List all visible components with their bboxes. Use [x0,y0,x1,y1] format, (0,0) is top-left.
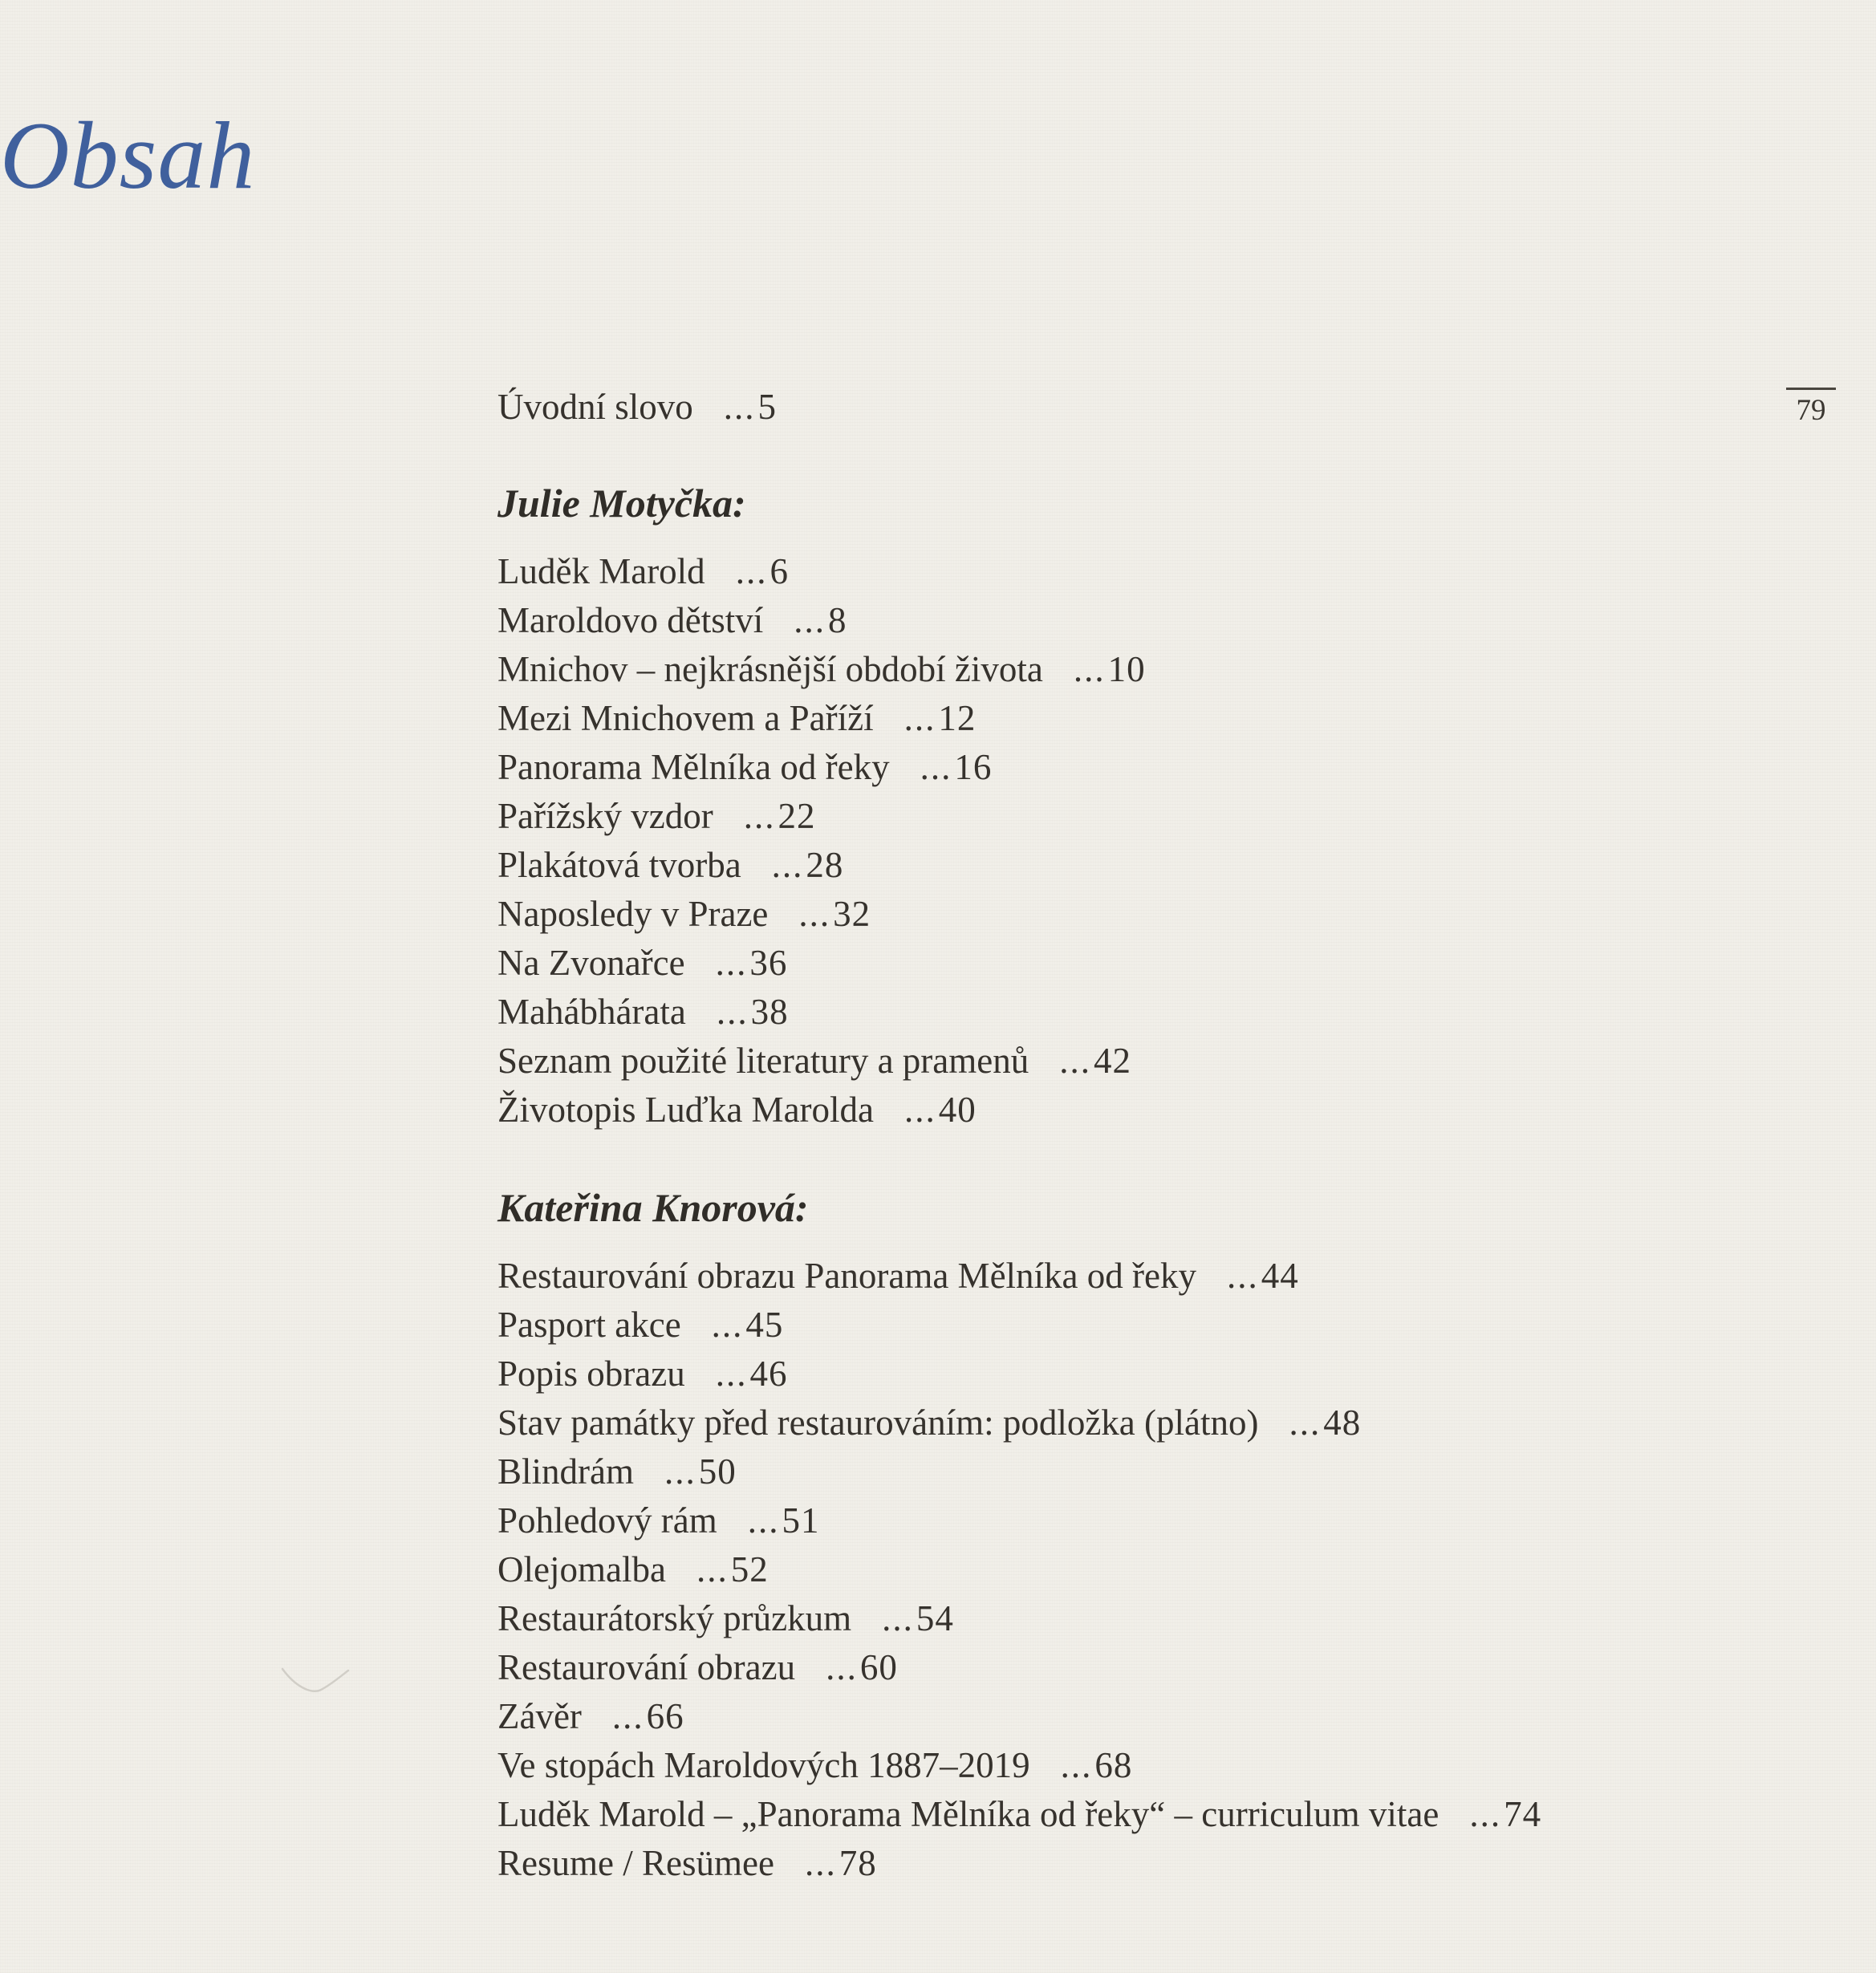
toc-leader-dots: ... [1060,1745,1093,1785]
toc-entry-page-ref [724,387,777,427]
toc-entry-page-ref [772,845,844,885]
toc-leader-dots: ... [743,796,776,836]
toc-entry-label: Na Zvonařce [497,943,685,983]
toc-entry-label: Restaurování obrazu Panorama Mělníka od řeky [497,1256,1196,1296]
toc-entry-page-number: 60 [859,1647,898,1687]
toc-entry-page-number: 36 [749,943,788,983]
toc-entry [497,1545,1780,1594]
toc-entry-label: Životopis Luďka Marolda [497,1090,875,1130]
toc-leader-dots: ... [723,387,756,427]
toc-entry-page-ref [1061,1745,1133,1785]
toc-leader-dots: ... [903,698,936,738]
toc-entry-page-ref [1074,649,1146,689]
toc-leader-dots: ... [794,600,826,640]
toc-entry [497,1594,1780,1643]
toc-entry [497,890,1780,939]
toc-entry-page-number: 32 [833,894,871,934]
toc-entry-label: Pařížský vzdor [497,796,713,836]
toc-entry [497,1447,1780,1496]
toc-leader-dots: ... [882,1598,914,1638]
toc-entry [497,1790,1780,1839]
toc-entry [497,1252,1780,1301]
toc-entry [497,1399,1780,1447]
toc-leader-dots: ... [826,1647,858,1687]
toc-entry [497,743,1780,792]
toc-entry [497,1350,1780,1399]
toc-leader-dots: ... [735,551,768,591]
toc-entry-page-number: 66 [646,1696,684,1736]
toc-leader-dots: ... [798,894,831,934]
toc-entry [497,1839,1780,1888]
toc-entry-page-ref [882,1598,954,1638]
toc-leader-dots: ... [771,845,804,885]
toc-leader-dots: ... [611,1696,644,1736]
toc-leader-dots: ... [904,1090,936,1130]
toc-section [497,383,1780,432]
toc-entry-page-number: 12 [938,698,977,738]
toc-entry-page-ref [1059,1041,1131,1081]
toc-leader-dots: ... [747,1500,780,1541]
toc-entry-label: Panorama Mělníka od řeky [497,747,890,787]
toc-entry-page-number: 42 [1093,1041,1131,1081]
toc-leader-dots: ... [804,1843,837,1883]
toc-entry [497,645,1780,694]
toc-entry-label: Restaurátorský průzkum [497,1598,852,1638]
toc-entry-page-ref [904,698,977,738]
toc-entry-page-number: 22 [778,796,816,836]
toc-entry-page-number: 8 [827,600,847,640]
toc-leader-dots: ... [1469,1794,1502,1834]
toc-entry-page-number: 5 [757,387,778,427]
toc-entry-page-number: 78 [839,1843,877,1883]
toc-entry [497,1643,1780,1692]
toc-entry-page-ref [712,1305,784,1345]
toc-entry-page-number: 38 [750,992,789,1032]
toc-entry-page-ref [1289,1403,1361,1443]
toc-leader-dots: ... [920,747,952,787]
toc-leader-dots: ... [664,1451,696,1492]
toc-entry-page-number: 54 [916,1598,954,1638]
toc-entry-page-number: 10 [1107,649,1146,689]
toc-entry-page-number: 50 [698,1451,737,1492]
toc-entry [497,792,1780,841]
toc-entry-label: Seznam použité literatury a pramenů [497,1041,1029,1081]
toc-entry-label: Resume / Resümee [497,1843,774,1883]
page-title: Obsah [0,102,256,209]
scan-artifact-mark [279,1662,351,1703]
toc-entry [497,1741,1780,1790]
toc-entry-page-number: 40 [938,1090,977,1130]
toc-entry [497,694,1780,743]
toc-entry-page-ref [794,600,847,640]
toc-entry-list [497,1252,1780,1888]
toc-entry [497,547,1780,596]
toc-entry-label: Luděk Marold – „Panorama Mělníka od řeky“ – curriculum vitae [497,1794,1439,1834]
toc-entry-label: Blindrám [497,1451,634,1492]
toc-entry-page-ref [904,1090,977,1130]
toc-sections [497,383,1780,1888]
toc-entry-page-ref [1469,1794,1541,1834]
toc-entry [497,939,1780,988]
toc-entry-page-ref [736,551,789,591]
toc-entry-page-number: 68 [1094,1745,1133,1785]
toc-entry-label: Stav památky před restaurováním: podložka (plátno) [497,1403,1259,1443]
toc-entry-page-ref [716,1354,788,1394]
toc-entry [497,1037,1780,1086]
toc-leader-dots: ... [715,1354,748,1394]
toc-entry-page-number: 45 [745,1305,784,1345]
toc-leader-dots: ... [715,943,748,983]
toc-entry-page-number: 74 [1504,1794,1542,1834]
toc-leader-dots: ... [1059,1041,1091,1081]
toc-entry-page-ref [1227,1256,1299,1296]
toc-entry-page-ref [798,894,871,934]
toc-entry-page-ref [717,992,789,1032]
toc-entry [497,841,1780,890]
toc-leader-dots: ... [1073,649,1106,689]
toc-entry [497,1086,1780,1135]
toc-entry-page-number: 16 [954,747,993,787]
toc-section [497,1183,1780,1888]
toc-entry-page-number: 46 [749,1354,788,1394]
toc-entry-label: Olejomalba [497,1549,666,1589]
toc-entry-label: Plakátová tvorba [497,845,741,885]
toc-entry-page-ref [612,1696,684,1736]
toc-entry-page-ref [664,1451,737,1492]
toc-leader-dots: ... [1226,1256,1259,1296]
toc-entry-page-number: 28 [806,845,844,885]
toc-entry-label: Mezi Mnichovem a Paříží [497,698,874,738]
folio-page-number [1786,388,1836,428]
toc-leader-dots: ... [711,1305,744,1345]
toc-entry-page-ref [805,1843,877,1883]
toc-entry-page-number: 44 [1261,1256,1299,1296]
toc-section [497,479,1780,1135]
toc-entry-page-ref [826,1647,898,1687]
toc-entry-list [497,547,1780,1135]
toc-entry-label: Ve stopách Maroldových 1887–2019 [497,1745,1030,1785]
toc-entry-label: Maroldovo dětství [497,600,764,640]
toc-entry-label: Úvodní slovo [497,387,693,427]
toc-entry-page-number: 48 [1323,1403,1362,1443]
toc-section-heading: Kateřina Knorová: [497,1185,809,1230]
toc-entry [497,1692,1780,1741]
toc-entry-page-ref [748,1500,820,1541]
toc-entry [497,596,1780,645]
toc-entry-page-number: 51 [782,1500,820,1541]
toc-leader-dots: ... [716,992,749,1032]
toc-entry-label: Luděk Marold [497,551,705,591]
toc-entry [497,383,1780,432]
toc-entry [497,1496,1780,1545]
toc-entry-label: Restaurování obrazu [497,1647,796,1687]
toc-entry-label: Pasport akce [497,1305,681,1345]
toc-entry-label: Mnichov – nejkrásnější období života [497,649,1043,689]
toc-leader-dots: ... [696,1549,729,1589]
toc-entry-label: Mahábhárata [497,992,686,1032]
toc-leader-dots: ... [1289,1403,1322,1443]
toc-entry-label: Naposledy v Praze [497,894,769,934]
toc-entry-page-ref [696,1549,769,1589]
toc-entry-page-ref [920,747,993,787]
toc-entry-page-ref [716,943,788,983]
toc-entry-page-number: 52 [730,1549,769,1589]
toc-entry-page-number: 6 [769,551,789,591]
toc-entry-list [497,383,1780,432]
toc-section-heading: Julie Motyčka: [497,481,746,526]
folio-number-text: 79 [1796,394,1826,427]
toc-entry [497,988,1780,1037]
toc-entry-page-ref [744,796,816,836]
toc-entry-label: Popis obrazu [497,1354,685,1394]
toc-entry [497,1301,1780,1350]
toc-entry-label: Závěr [497,1696,582,1736]
toc-entry-label: Pohledový rám [497,1500,717,1541]
